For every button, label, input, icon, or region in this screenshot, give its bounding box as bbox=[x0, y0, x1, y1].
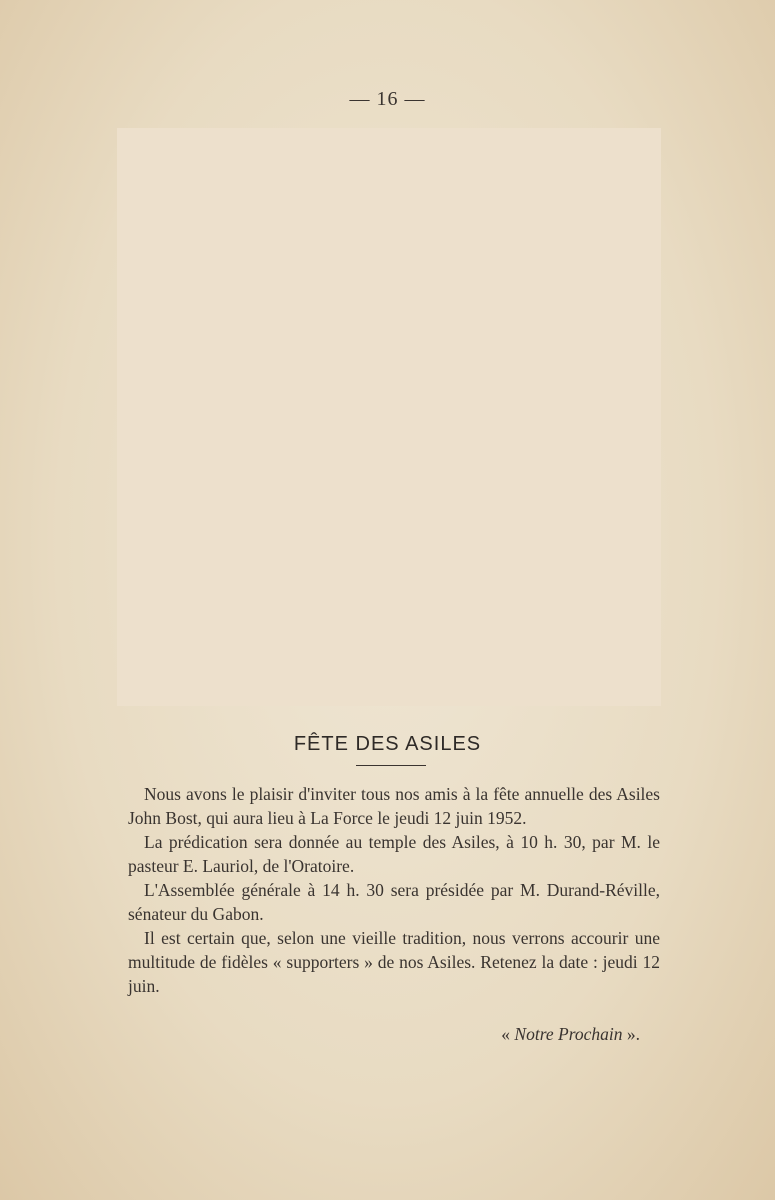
article-title: FÊTE DES ASILES bbox=[293, 733, 482, 755]
paragraph-3: L'Assemblée générale à 14 h. 30 sera présidée par M. Durand-Réville, sénateur du Gabon. bbox=[128, 880, 660, 924]
title-underline bbox=[356, 765, 426, 766]
photo-placeholder bbox=[117, 128, 661, 706]
signature-close-quote: ». bbox=[622, 1024, 640, 1044]
paragraph-2: La prédication sera donnée au temple des Asiles, à 10 h. 30, par M. le pasteur E. Lauriol, de l'Oratoire. bbox=[128, 832, 660, 876]
paragraph-4: Il est certain que, selon une vieille tradition, nous verrons accourir une multitude de fidèles « supporters » de nos Asiles. Retenez la date : jeudi 12 juin. bbox=[128, 928, 660, 996]
signature-open-quote: « bbox=[501, 1024, 515, 1044]
paragraph-1: Nous avons le plaisir d'inviter tous nos amis à la fête annuelle des Asiles John Bost, qui aura lieu à La Force le jeudi 12 juin 1952. bbox=[128, 784, 660, 828]
signature-name: Notre Prochain bbox=[514, 1024, 623, 1044]
signature bbox=[420, 1024, 640, 1045]
page-number: — 16 — bbox=[349, 88, 426, 110]
article-body bbox=[128, 782, 660, 998]
